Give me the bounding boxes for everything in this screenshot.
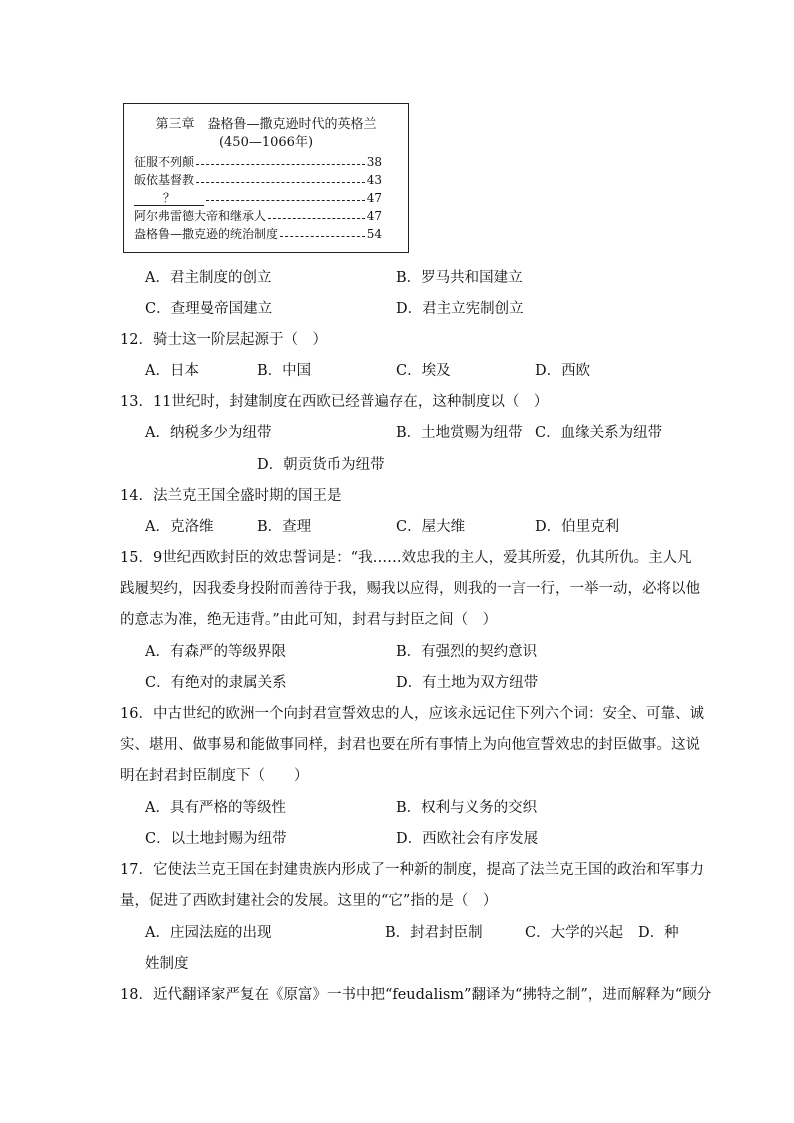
table-of-contents-figure [123, 103, 409, 253]
q11-option-d: D．君主立宪制创立 [396, 301, 524, 317]
q17-option-d-continued: 姓制度 [145, 956, 189, 972]
q17-stem-line2: 量，促进了西欧封建社会的发展。这里的“它”指的是（ ） [120, 893, 498, 909]
toc-leader [206, 199, 365, 201]
q15-stem-line3: 的意志为准，绝无违背。”由此可知，封君与封臣之间（ ） [120, 612, 498, 628]
q12-stem: 12．骑士这一阶层起源于（ ） [120, 332, 327, 348]
toc-row-page: 43 [366, 173, 382, 187]
q12-option-a: A．日本 [145, 363, 199, 379]
toc-leader [196, 163, 365, 165]
q18-stem-line1: 18．近代翻译家严复在《原富》一书中把“feudalism”翻译为“拂特之制”，进而解释为“顾分 [120, 987, 712, 1003]
toc-row-page: 47 [366, 191, 382, 205]
q16-stem-line3: 明在封君封臣制度下（ ） [120, 768, 309, 784]
toc-row-page: 54 [366, 227, 382, 241]
q17-option-d: D．种 [638, 925, 679, 941]
q16-option-c: C．以土地封赐为纽带 [145, 831, 287, 847]
q17-option-c: C．大学的兴起 [525, 925, 624, 941]
toc-row-text: 征服不列颠 [134, 155, 195, 169]
q11-option-b: B．罗马共和国建立 [396, 270, 523, 286]
q15-stem-line2: 践履契约，因我委身投附而善待于我，赐我以应得，则我的一言一行，一举一动，必将以他 [120, 581, 700, 597]
q11-option-c: C．查理曼帝国建立 [145, 301, 273, 317]
toc-row [134, 207, 382, 225]
toc-leader [280, 235, 365, 237]
q12-option-b: B．中国 [257, 363, 312, 379]
toc-row-page: 38 [366, 155, 382, 169]
q12-option-d: D．西欧 [535, 363, 591, 379]
q13-option-a: A．纳税多少为纽带 [145, 425, 272, 441]
q15-stem-line1: 15．9世纪西欧封臣的效忠誓词是：“我……效忠我的主人，爱其所爱，仇其所仇。主人凡 [120, 550, 692, 566]
q14-option-b: B．查理 [257, 519, 312, 535]
q16-stem-line1: 16．中古世纪的欧洲一个向封君宣誓效忠的人，应该永远记住下列六个词：安全、可靠、诚 [120, 706, 704, 722]
q13-stem: 13．11世纪时，封建制度在西欧已经普遍存在，这种制度以（ ） [120, 394, 549, 410]
toc-row [134, 153, 382, 171]
toc-row-missing-blank: ？ [134, 191, 204, 206]
toc-row-text: 阿尔弗雷德大帝和继承人 [134, 209, 267, 223]
q13-option-b: B．土地赏赐为纽带 [396, 425, 523, 441]
toc-chapter-years: (450—1066年) [218, 135, 314, 150]
q14-option-a: A．克洛维 [145, 519, 214, 535]
q16-stem-line2: 实、堪用、做事易和能做事同样，封君也要在所有事情上为向他宣誓效忠的封臣做事。这说 [120, 737, 700, 753]
toc-row [134, 225, 382, 243]
toc-leader [268, 217, 365, 219]
toc-chapter-title: 第三章 盎格鲁—撒克逊时代的英格兰 [155, 117, 377, 132]
toc-row-page: 47 [366, 209, 382, 223]
q13-option-d: D．朝贡货币为纽带 [257, 457, 385, 473]
q17-stem-line1: 17．它使法兰克王国在封建贵族内形成了一种新的制度，提高了法兰克王国的政治和军事力 [120, 862, 704, 878]
q15-option-c: C．有绝对的隶属关系 [145, 675, 287, 691]
q16-option-b: B．权利与义务的交织 [396, 800, 538, 816]
q16-option-d: D．西欧社会有序发展 [396, 831, 539, 847]
q14-stem: 14．法兰克王国全盛时期的国王是 [120, 488, 342, 504]
q17-option-b: B．封君封臣制 [385, 925, 483, 941]
q17-option-a: A．庄园法庭的出现 [145, 925, 272, 941]
q11-option-a: A．君主制度的创立 [145, 270, 272, 286]
q16-option-a: A．具有严格的等级性 [145, 800, 286, 816]
q14-option-c: C．屋大维 [396, 519, 466, 535]
q12-option-c: C．埃及 [396, 363, 451, 379]
toc-leader [196, 181, 365, 183]
toc-row-text: 皈依基督教 [134, 173, 195, 187]
toc-row [134, 171, 382, 189]
q14-option-d: D．伯里克利 [535, 519, 620, 535]
toc-row [134, 189, 382, 207]
toc-row-text: 盎格鲁—撒克逊的统治制度 [134, 227, 279, 241]
q15-option-b: B．有强烈的契约意识 [396, 644, 538, 660]
q13-option-c: C．血缘关系为纽带 [535, 425, 663, 441]
q15-option-a: A．有森严的等级界限 [145, 644, 286, 660]
q15-option-d: D．有土地为双方纽带 [396, 675, 539, 691]
